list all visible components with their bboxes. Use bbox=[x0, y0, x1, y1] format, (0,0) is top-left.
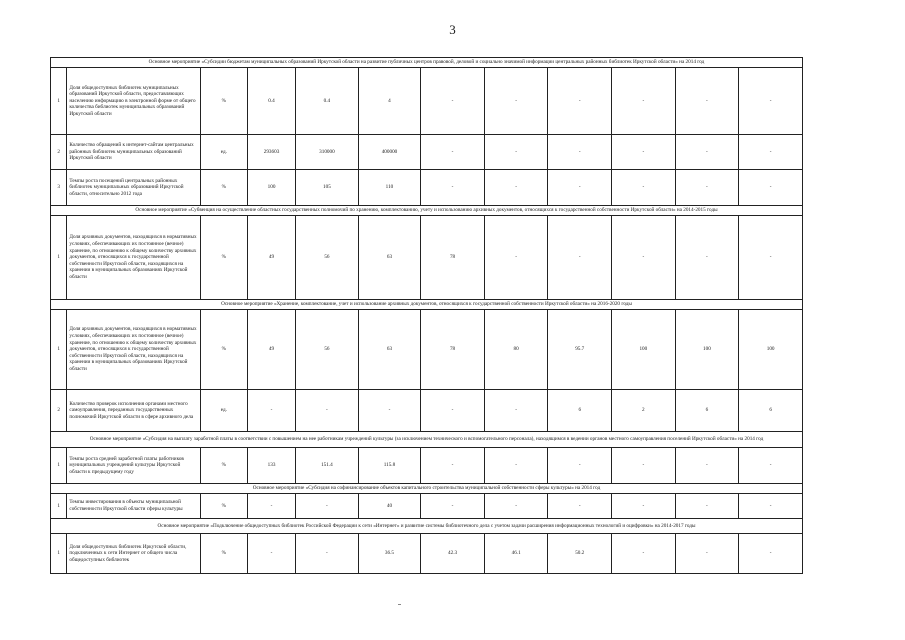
section-header-row bbox=[51, 300, 803, 310]
value-cell: - bbox=[296, 494, 359, 519]
value-cell: 100 bbox=[247, 170, 295, 206]
value-cell: - bbox=[739, 170, 803, 206]
value-cell: - bbox=[612, 534, 676, 574]
unit-cell: % bbox=[200, 310, 247, 390]
table-row bbox=[51, 390, 803, 432]
row-number: 1 bbox=[51, 494, 67, 519]
unit-cell: % bbox=[200, 216, 247, 300]
value-cell: 36.5 bbox=[358, 534, 421, 574]
value-cell: 56 bbox=[296, 216, 359, 300]
value-cell: - bbox=[612, 216, 676, 300]
value-cell: - bbox=[484, 390, 548, 432]
value-cell: - bbox=[675, 216, 739, 300]
indicator-name: Количество обращений к интернет-сайтам центральных районных библиотек муниципальных образований Иркутской области bbox=[67, 135, 200, 170]
indicator-name: Темпы роста средней заработной платы работников муниципальных учреждений культуры Иркутской области к предыдущему году bbox=[67, 448, 200, 484]
value-cell: 400000 bbox=[358, 135, 421, 170]
page-number: 3 bbox=[449, 22, 456, 37]
value-cell: - bbox=[484, 448, 548, 484]
section-header-row bbox=[51, 484, 803, 494]
value-cell: 6 bbox=[675, 390, 739, 432]
value-cell: 78 bbox=[421, 216, 485, 300]
value-cell: - bbox=[421, 390, 485, 432]
value-cell: 100 bbox=[675, 310, 739, 390]
section-title: Основное мероприятие «Субвенция на осуществление областных государственных полномочий по хранению, комплектованию, учету и использованию архивных документов, относящихся к государственной собственности Иркутской области» на 2014-2015 годы bbox=[51, 206, 803, 216]
value-cell: - bbox=[548, 68, 612, 135]
value-cell: - bbox=[421, 68, 485, 135]
value-cell: 50.2 bbox=[548, 534, 612, 574]
value-cell: - bbox=[739, 448, 803, 484]
section-header-row bbox=[51, 519, 803, 534]
value-cell: - bbox=[421, 448, 485, 484]
value-cell: - bbox=[675, 68, 739, 135]
value-cell: 0.4 bbox=[296, 68, 359, 135]
value-cell: 4 bbox=[358, 68, 421, 135]
value-cell: - bbox=[739, 216, 803, 300]
section-title: Основное мероприятие «Субсидии бюджетам муниципальных образований Иркутской области на развитие публичных центров правовой, деловой и социально значимой информации центральных районных библиотек Иркутской области» на 2014 год bbox=[51, 58, 803, 68]
value-cell: - bbox=[484, 170, 548, 206]
page-mark bbox=[398, 604, 401, 605]
unit-cell: % bbox=[200, 68, 247, 135]
value-cell: - bbox=[675, 170, 739, 206]
value-cell: 40 bbox=[358, 494, 421, 519]
value-cell: - bbox=[247, 390, 295, 432]
value-cell: 293603 bbox=[247, 135, 295, 170]
indicator-name: Количество проверок исполнения органами местного самоуправления, переданных государственных полномочий Иркутской области в сфере архивного дела bbox=[67, 390, 200, 432]
section-header-row bbox=[51, 206, 803, 216]
row-number: 1 bbox=[51, 310, 67, 390]
value-cell: - bbox=[548, 494, 612, 519]
value-cell: - bbox=[484, 135, 548, 170]
row-number: 3 bbox=[51, 170, 67, 206]
value-cell: 56 bbox=[296, 310, 359, 390]
value-cell: - bbox=[612, 135, 676, 170]
value-cell: - bbox=[548, 135, 612, 170]
value-cell: - bbox=[612, 170, 676, 206]
value-cell: - bbox=[675, 494, 739, 519]
value-cell: 105 bbox=[296, 170, 359, 206]
value-cell: - bbox=[484, 68, 548, 135]
value-cell: - bbox=[548, 448, 612, 484]
indicators-table bbox=[50, 57, 803, 574]
table-row bbox=[51, 310, 803, 390]
unit-cell: % bbox=[200, 448, 247, 484]
value-cell: 78 bbox=[421, 310, 485, 390]
unit-cell: % bbox=[200, 170, 247, 206]
table-row bbox=[51, 170, 803, 206]
table-row bbox=[51, 216, 803, 300]
table-row bbox=[51, 494, 803, 519]
value-cell: 2 bbox=[612, 390, 676, 432]
value-cell: - bbox=[421, 494, 485, 519]
unit-cell: % bbox=[200, 534, 247, 574]
value-cell: - bbox=[548, 170, 612, 206]
value-cell: - bbox=[739, 534, 803, 574]
value-cell: - bbox=[484, 216, 548, 300]
value-cell: - bbox=[421, 135, 485, 170]
value-cell: 49 bbox=[247, 310, 295, 390]
row-number: 2 bbox=[51, 135, 67, 170]
unit-cell: ед. bbox=[200, 135, 247, 170]
indicator-name: Доля архивных документов, находящихся в нормативных условиях, обеспечивающих их постоянное (вечное) хранение, по отношению к общему количеству архивных документов, относящихся к государственной собственности Иркутской области, находящихся на хранении в муниципальных образованиях Иркутской области bbox=[67, 216, 200, 300]
value-cell: 115.8 bbox=[358, 448, 421, 484]
indicator-name: Доля общедоступных библиотек Иркутской области, подключенных к сети Интернет от общего числа общедоступных библиотек bbox=[67, 534, 200, 574]
table-row bbox=[51, 448, 803, 484]
section-title: Основное мероприятие «Хранение, комплектование, учет и использование архивных документов, относящихся к государственной собственности Иркутской области» на 2016-2020 годы bbox=[51, 300, 803, 310]
value-cell: - bbox=[675, 534, 739, 574]
table-row bbox=[51, 135, 803, 170]
value-cell: 100 bbox=[612, 310, 676, 390]
value-cell: - bbox=[675, 448, 739, 484]
value-cell: 49 bbox=[247, 216, 295, 300]
value-cell: - bbox=[612, 448, 676, 484]
value-cell: - bbox=[484, 494, 548, 519]
value-cell: - bbox=[675, 135, 739, 170]
value-cell: 63 bbox=[358, 216, 421, 300]
value-cell: 46.1 bbox=[484, 534, 548, 574]
unit-cell: % bbox=[200, 494, 247, 519]
value-cell: - bbox=[612, 68, 676, 135]
row-number: 1 bbox=[51, 216, 67, 300]
row-number: 1 bbox=[51, 68, 67, 135]
row-number: 2 bbox=[51, 390, 67, 432]
value-cell: 6 bbox=[739, 390, 803, 432]
indicator-name: Темпы роста посещений центральных районных библиотек муниципальных образований Иркутской области, относительно 2012 года bbox=[67, 170, 200, 206]
value-cell: 42.3 bbox=[421, 534, 485, 574]
value-cell: 63 bbox=[358, 310, 421, 390]
section-title: Основное мероприятие «Подключение общедоступных библиотек Российской Федерации к сети «Интернет» и развитие системы библиотечного дела с учетом задачи расширения информационных технологий и оцифровки» на 2014-2017 годы bbox=[51, 519, 803, 534]
table-row bbox=[51, 534, 803, 574]
value-cell: 110 bbox=[358, 170, 421, 206]
value-cell: 80 bbox=[484, 310, 548, 390]
row-number: 1 bbox=[51, 448, 67, 484]
value-cell: - bbox=[612, 494, 676, 519]
value-cell: - bbox=[739, 494, 803, 519]
section-header-row bbox=[51, 58, 803, 68]
value-cell: - bbox=[247, 534, 295, 574]
value-cell: 133 bbox=[247, 448, 295, 484]
value-cell: - bbox=[296, 534, 359, 574]
value-cell: 100 bbox=[739, 310, 803, 390]
value-cell: 151.4 bbox=[296, 448, 359, 484]
section-title: Основное мероприятие «Субсидия на софинансирование объектов капитального строительства муниципальной собственности сферы культуры» на 2014 год bbox=[51, 484, 803, 494]
table-row bbox=[51, 68, 803, 135]
value-cell: - bbox=[739, 135, 803, 170]
value-cell: - bbox=[358, 390, 421, 432]
section-title: Основное мероприятие «Субсидия на выплату заработной платы в соответствии с повышением на нее работникам учреждений культуры (за исключением технического и вспомогательного персонала), находящимся в ведении органов местного самоуправления поселений Иркутской области» на 2014 год bbox=[51, 432, 803, 448]
value-cell: - bbox=[739, 68, 803, 135]
unit-cell: ед. bbox=[200, 390, 247, 432]
row-number: 1 bbox=[51, 534, 67, 574]
value-cell: 0.4 bbox=[247, 68, 295, 135]
value-cell: 6 bbox=[548, 390, 612, 432]
value-cell: 310000 bbox=[296, 135, 359, 170]
indicator-name: Доля архивных документов, находящихся в нормативных условиях, обеспечивающих их постоянное (вечное) хранение, по отношению к общему количеству архивных документов, относящихся к государственной собственности Иркутской области, находящихся на хранении в муниципальных образованиях Иркутской области bbox=[67, 310, 200, 390]
value-cell: - bbox=[548, 216, 612, 300]
indicator-name: Темпы инвестирования в объекты муниципальной собственности Иркутской области сферы культуры bbox=[67, 494, 200, 519]
section-header-row bbox=[51, 432, 803, 448]
indicator-name: Доля общедоступных библиотек муниципальных образований Иркутской области, предоставляющих населению информацию в электронной форме от общего количества библиотек муниципальных образований Иркутской области bbox=[67, 68, 200, 135]
value-cell: - bbox=[296, 390, 359, 432]
value-cell: - bbox=[247, 494, 295, 519]
value-cell: 95.7 bbox=[548, 310, 612, 390]
value-cell: - bbox=[421, 170, 485, 206]
